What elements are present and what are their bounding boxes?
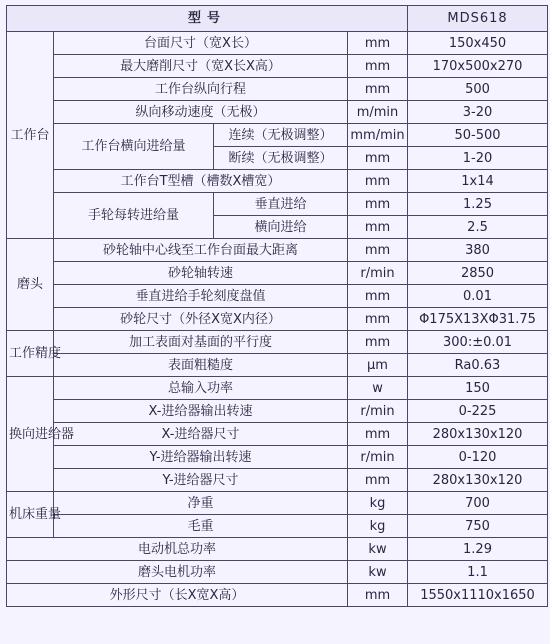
table-row [7, 239, 548, 262]
table-row [7, 538, 548, 561]
row-value: 700 [408, 492, 548, 515]
row-label: 最大磨削尺寸（宽X长X高） [54, 55, 348, 78]
row-unit: kg [348, 515, 408, 538]
table-row [7, 515, 548, 538]
row-value: 0.01 [408, 285, 548, 308]
row-label: 总输入功率 [54, 377, 348, 400]
category-precision: 工作精度 [7, 331, 54, 377]
row-value: Φ175X13XΦ31.75 [408, 308, 548, 331]
row-label: 表面粗糙度 [54, 354, 348, 377]
table-row [7, 170, 548, 193]
row-label: 手轮每转进给量 [54, 193, 214, 239]
row-value: 280x130x120 [408, 469, 548, 492]
table-row [7, 584, 548, 607]
row-value: 1-20 [408, 147, 548, 170]
row-value: 150x450 [408, 32, 548, 55]
row-unit: mm [348, 423, 408, 446]
row-value: 0-120 [408, 446, 548, 469]
row-value: 1.25 [408, 193, 548, 216]
row-label: 电动机总功率 [7, 538, 348, 561]
row-value: 2.5 [408, 216, 548, 239]
table-row [7, 400, 548, 423]
table-row [7, 262, 548, 285]
row-value: 1550x1110x1650 [408, 584, 548, 607]
row-value: 2850 [408, 262, 548, 285]
row-unit: mm/min [348, 124, 408, 147]
table-row [7, 377, 548, 400]
table-row [7, 285, 548, 308]
table-row [7, 32, 548, 55]
model-title: 型号 [7, 6, 408, 32]
row-label: 垂直进给手轮刻度盘值 [54, 285, 348, 308]
row-unit: kw [348, 538, 408, 561]
row-value: 150 [408, 377, 548, 400]
row-label: 纵向移动速度（无极） [54, 101, 348, 124]
row-value: 1.29 [408, 538, 548, 561]
model-number: MDS618 [408, 6, 548, 32]
table-row [7, 78, 548, 101]
table-row [7, 193, 548, 216]
row-unit: r/min [348, 262, 408, 285]
row-label: X-进给器尺寸 [54, 423, 348, 446]
row-label: X-进给器输出转速 [54, 400, 348, 423]
table-row [7, 124, 548, 147]
row-value: 300:±0.01 [408, 331, 548, 354]
row-unit: mm [348, 55, 408, 78]
row-unit: mm [348, 469, 408, 492]
row-label: 台面尺寸（宽X长） [54, 32, 348, 55]
row-unit: kw [348, 561, 408, 584]
row-unit: mm [348, 584, 408, 607]
category-feed-unit: 换向进给器 [7, 377, 54, 492]
table-row [7, 55, 548, 78]
row-value: 280x130x120 [408, 423, 548, 446]
row-unit: mm [348, 331, 408, 354]
table-row [7, 354, 548, 377]
table-row [7, 331, 548, 354]
row-value: 3-20 [408, 101, 548, 124]
row-unit: mm [348, 32, 408, 55]
category-machine-weight: 机床重量 [7, 492, 54, 538]
row-unit: mm [348, 147, 408, 170]
category-worktable: 工作台 [7, 32, 54, 239]
row-value: 750 [408, 515, 548, 538]
row-label: Y-进给器输出转速 [54, 446, 348, 469]
table-row [7, 492, 548, 515]
row-value: 1x14 [408, 170, 548, 193]
row-unit: mm [348, 216, 408, 239]
row-value: 380 [408, 239, 548, 262]
row-label: 工作台T型槽（槽数X槽宽） [54, 170, 348, 193]
table-row [7, 561, 548, 584]
row-label: Y-进给器尺寸 [54, 469, 348, 492]
header-row [7, 6, 548, 32]
row-label: 净重 [54, 492, 348, 515]
specification-table [6, 5, 548, 607]
category-grinding-head: 磨头 [7, 239, 54, 331]
row-unit: μm [348, 354, 408, 377]
table-row [7, 308, 548, 331]
table-row [7, 423, 548, 446]
row-value: 50-500 [408, 124, 548, 147]
row-label: 砂轮轴中心线至工作台面最大距离 [54, 239, 348, 262]
row-unit: mm [348, 78, 408, 101]
row-value: 1.1 [408, 561, 548, 584]
row-sublabel: 垂直进给 [214, 193, 348, 216]
row-unit: m/min [348, 101, 408, 124]
row-sublabel: 连续（无极调整） [214, 124, 348, 147]
row-unit: r/min [348, 446, 408, 469]
table-row [7, 101, 548, 124]
row-unit: mm [348, 308, 408, 331]
row-label: 加工表面对基面的平行度 [54, 331, 348, 354]
row-unit: mm [348, 170, 408, 193]
row-label: 工作台纵向行程 [54, 78, 348, 101]
row-label: 毛重 [54, 515, 348, 538]
table-row [7, 446, 548, 469]
row-value: Ra0.63 [408, 354, 548, 377]
row-unit: mm [348, 193, 408, 216]
row-sublabel: 断续（无极调整） [214, 147, 348, 170]
row-unit: mm [348, 239, 408, 262]
row-unit: kg [348, 492, 408, 515]
row-unit: r/min [348, 400, 408, 423]
row-value: 170x500x270 [408, 55, 548, 78]
row-unit: mm [348, 285, 408, 308]
row-label: 外形尺寸（长X宽X高） [7, 584, 348, 607]
row-unit: w [348, 377, 408, 400]
row-label: 工作台横向进给量 [54, 124, 214, 170]
row-sublabel: 横向进给 [214, 216, 348, 239]
row-value: 500 [408, 78, 548, 101]
row-label: 砂轮尺寸（外径X宽X内径） [54, 308, 348, 331]
row-label: 砂轮轴转速 [54, 262, 348, 285]
table-row [7, 469, 548, 492]
row-value: 0-225 [408, 400, 548, 423]
row-label: 磨头电机功率 [7, 561, 348, 584]
